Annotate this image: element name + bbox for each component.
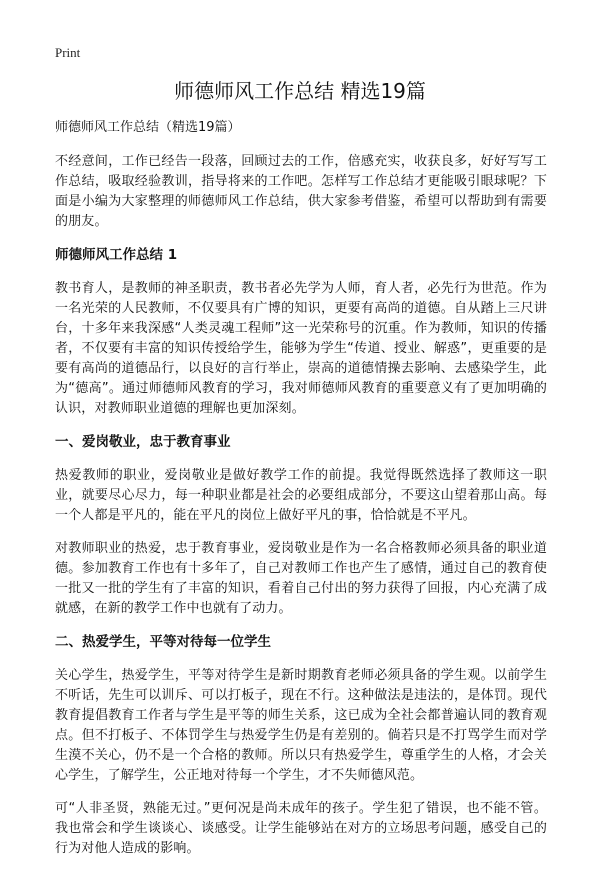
section-1-paragraph: 教书育人，是教师的神圣职责，教书者必先学为人师，育人者，必先行为世范。作为一名光荣的人民教师，不仅要具有广博的知识，更要有高尚的道德。自从踏上三尺讲台，十多年来我深感“人类灵魂工程师”这一光荣称号的沉重。作为教师，知识的传播者，不仅要有丰富的知识传授给学生，能够为学生“传道、授业、解惑”，更重要的是要有高尚的道德品行，以良好的言行举止，崇高的道德情操去影响、去感染学生，此为“德高”。通过师德师风教育的学习，我对师德师风教育的重要意义有了更加明确的认识，对教师职业道德的理解也更加深刻。 xyxy=(55,281,547,416)
document-body xyxy=(55,118,547,872)
document-subtitle: 师德师风工作总结（精选19篇） xyxy=(55,120,241,135)
paragraph-love-job-2: 对教师职业的热爱，忠于教育事业，爱岗敬业是作为一名合格教师必须具备的职业道德。参加教育工作也有十多年了，自己对教师工作也产生了感情，通过自己的教育使一批又一批的学生有了丰富的知识，看着自己付出的努力获得了回报，内心充满了成就感，在新的教学工作中也就有了动力。 xyxy=(55,541,547,616)
document-title: 师德师风工作总结 精选19篇 xyxy=(174,79,426,103)
heading-love-job: 一、爱岗敬业，忠于教育事业 xyxy=(55,434,231,450)
intro-paragraph: 不经意间，工作已经告一段落，回顾过去的工作，倍感充实，收获良多，好好写写工作总结，吸取经验教训，指导将来的工作吧。怎样写工作总结才更能吸引眼球呢？下面是小编为大家整理的师德师风工作总结，供大家参考借鉴，希望可以帮助到有需要的朋友。 xyxy=(55,154,547,229)
section-1-heading: 师德师风工作总结 1 xyxy=(55,247,178,263)
print-link[interactable]: Print xyxy=(55,45,81,60)
paragraph-love-job-1: 热爱教师的职业，爱岗敬业是做好教学工作的前提。我觉得既然选择了教师这一职业，就要尽心尽力，每一种职业都是社会的必要组成部分，不要这山望着那山高。每一个人都是平凡的，能在平凡的岗位上做好平凡的事，恰恰就是不平凡。 xyxy=(55,468,547,523)
paragraph-love-students-1: 关心学生，热爱学生，平等对待学生是新时期教育老师必须具备的学生观。以前学生不听话，先生可以训斥、可以打板子，现在不行。这种做法是违法的，是体罚。现代教育提倡教育工作者与学生是平等的师生关系，这已成为全社会都普遍认同的教育观点。但不打板子、不体罚学生与热爱学生仍是有差别的。倘若只是不打骂学生而对学生漠不关心，仍不是一个合格的教师。所以只有热爱学生，尊重学生的人格，才会关心学生，了解学生，公正地对待每一个学生，才不失师德风范。 xyxy=(55,668,547,783)
paragraph-love-students-2: 可“人非圣贤，熟能无过。”更何况是尚未成年的孩子。学生犯了错误，也不能不管。我也常会和学生谈谈心、谈感受。让学生能够站在对方的立场思考问题，感受自己的行为对他人造成的影响。 xyxy=(55,801,547,856)
heading-love-students: 二、热爱学生，平等对待每一位学生 xyxy=(55,634,271,650)
